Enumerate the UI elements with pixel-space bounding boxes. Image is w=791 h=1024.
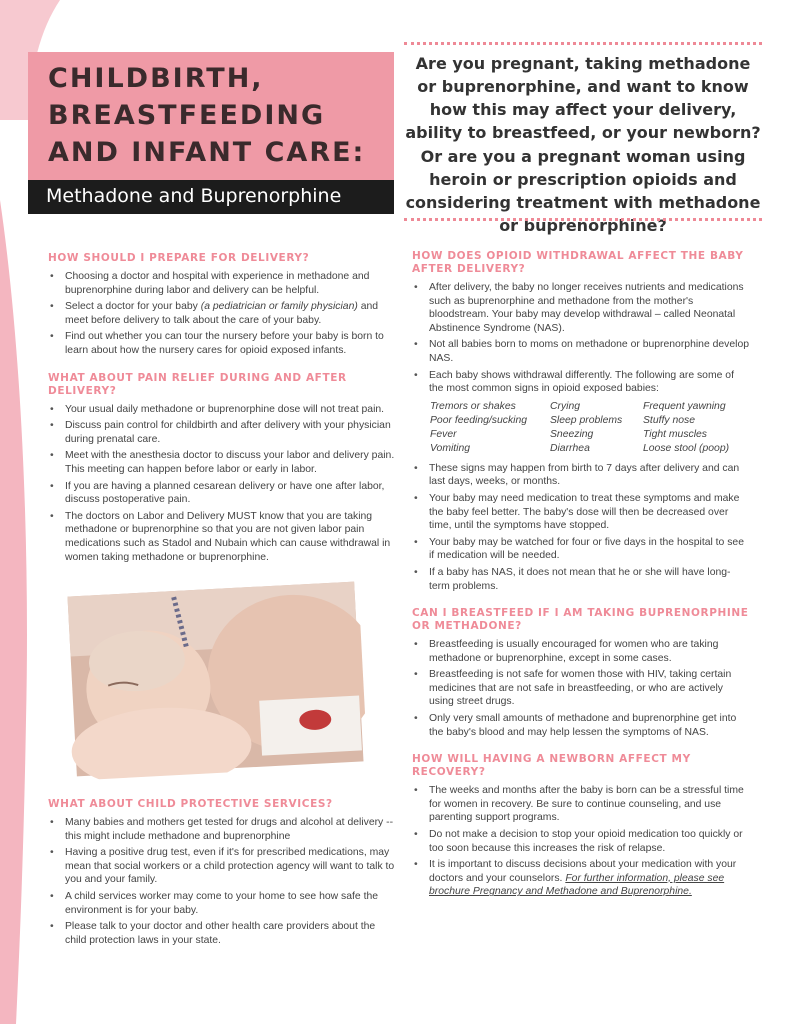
title-line-1: CHILDBIRTH, xyxy=(48,63,264,94)
list-item: • Breastfeeding is usually encouraged for women who are taking methadone or buprenorphine, except in some cases. xyxy=(412,638,750,665)
list-item: • A child services worker may come to your home to see how safe the environment is for your baby. xyxy=(48,890,396,917)
section-heading-breastfeed: CAN I BREASTFEED IF I AM TAKING BUPRENORPHINE OR METHADONE? xyxy=(412,607,749,633)
list-item: • Please talk to your doctor and other health care providers about the child protection laws in your state. xyxy=(48,920,396,947)
list-item: • Each baby shows withdrawal differently. The following are some of the most common signs in opioid exposed babies: xyxy=(412,369,750,396)
sign-item: Frequent yawning xyxy=(643,400,726,412)
page-subtitle: Methadone and Buprenorphine xyxy=(46,185,342,207)
list-item: • Your baby may need medication to treat these symptoms and make the baby feel better. The baby's dose will then be decreased over time, until the symptoms have stopped. xyxy=(412,492,750,533)
header-question-1: Are you pregnant, taking methadone or buprenorphine, and want to know how this may affect your delivery, ability to breastfeed, or your newborn? xyxy=(405,54,761,142)
list-item: • Not all babies born to moms on methadone or buprenorphine develop NAS. xyxy=(412,338,750,365)
list-item: • These signs may happen from birth to 7 days after delivery and can last days, weeks, or months. xyxy=(412,462,750,489)
list-item: • Select a doctor for your baby (a pediatrician or family physician) and meet before delivery to talk about the care of your baby. xyxy=(48,300,396,327)
list-item: • The weeks and months after the baby is born can be a stressful time for women in recovery. Be sure to continue counseling, and use parenting support programs. xyxy=(412,784,750,825)
further-information-link[interactable]: For further information, please see brochure Pregnancy and Methadone and Buprenorphine. xyxy=(429,872,725,898)
list-item: • Your baby may be watched for four or five days in the hospital to see if medication will be needed. xyxy=(412,536,750,563)
withdrawal-list-continued xyxy=(412,462,750,593)
sign-item: Poor feeding/sucking xyxy=(430,414,528,426)
list-item: • Having a positive drug test, even if it's for prescribed medications, may mean that social workers or a child protection agency will want to talk to you and your family. xyxy=(48,846,396,887)
sign-item: Crying xyxy=(550,400,581,412)
sign-item: Fever xyxy=(430,428,457,440)
list-item: • Find out whether you can tour the nursery before your baby is born to learn about how the nursery cares for opioid exposed infants. xyxy=(48,330,396,357)
decorative-curve-left xyxy=(0,200,40,1024)
title-line-2: BREASTFEEDING xyxy=(48,100,326,131)
prepare-list xyxy=(48,270,396,358)
sign-item: Sleep problems xyxy=(550,414,623,426)
list-item: • Meet with the anesthesia doctor to discuss your labor and delivery pain. This meeting can happen before labor or early in labor. xyxy=(48,449,396,476)
list-item: • Your usual daily methadone or buprenorphine dose will not treat pain. xyxy=(48,403,396,417)
list-item: • After delivery, the baby no longer receives nutrients and medications such as buprenorphine and methadone from the mother's bloodstream. Your baby may develop withdrawal – called Neonatal Abstinence Syndrome (NAS). xyxy=(412,281,750,335)
list-item: • The doctors on Labor and Delivery MUST know that you are taking methadone or buprenorphine so that you are not given labor pain medications such as Stadol and Nubain which can cause withdrawal in women taking methadone or buprenorphine. xyxy=(48,510,396,564)
right-column xyxy=(412,240,750,902)
breastfeed-list xyxy=(412,638,750,739)
left-column xyxy=(48,242,396,567)
dotted-divider-top xyxy=(404,42,762,45)
list-item: • It is important to discuss decisions about your medication with your doctors and your counselors. For further information, please see brochure Pregnancy and Methadone and Buprenorphine. xyxy=(412,858,750,899)
section-heading-withdrawal: HOW DOES OPIOID WITHDRAWAL AFFECT THE BABY AFTER DELIVERY? xyxy=(412,250,744,275)
page-title xyxy=(48,60,388,171)
list-item: • Many babies and mothers get tested for drugs and alcohol at delivery -- this might include methadone and buprenorphine xyxy=(48,816,396,843)
list-item: • Do not make a decision to stop your opioid medication too quickly or too soon because this increases the risk of relapse. xyxy=(412,828,750,855)
sign-item: Sneezing xyxy=(550,428,594,440)
section-heading-cps: WHAT ABOUT CHILD PROTECTIVE SERVICES? xyxy=(48,798,333,810)
dotted-divider-bottom xyxy=(404,218,762,221)
withdrawal-list xyxy=(412,281,750,396)
sign-item: Vomiting xyxy=(430,442,471,454)
breastfeeding-photo xyxy=(63,577,367,780)
section-heading-prepare: HOW SHOULD I PREPARE FOR DELIVERY? xyxy=(48,252,310,264)
section-heading-recovery: HOW WILL HAVING A NEWBORN AFFECT MY RECOVERY? xyxy=(412,753,691,779)
list-item: • If a baby has NAS, it does not mean that he or she will have long-term problems. xyxy=(412,566,750,593)
cps-list xyxy=(48,816,396,947)
list-item: • If you are having a planned cesarean delivery or have one after labor, discuss postoperative pain. xyxy=(48,480,396,507)
list-item: • Discuss pain control for childbirth and after delivery with your physician during prenatal care. xyxy=(48,419,396,446)
list-item: • Choosing a doctor and hospital with experience in methadone and buprenorphine during labor and delivery can be helpful. xyxy=(48,270,396,297)
withdrawal-signs-table xyxy=(430,400,750,456)
title-line-3: AND INFANT CARE: xyxy=(48,137,366,168)
pain-relief-list xyxy=(48,403,396,565)
recovery-list xyxy=(412,784,750,899)
sign-item: Tight muscles xyxy=(643,428,708,440)
sign-item: Diarrhea xyxy=(550,442,590,454)
section-heading-pain-relief: WHAT ABOUT PAIN RELIEF DURING AND AFTER DELIVERY? xyxy=(48,371,347,397)
sign-item: Loose stool (poop) xyxy=(643,442,730,454)
list-item: • Breastfeeding is not safe for women those with HIV, taking certain medicines that are not safe in breastfeeding, or who are actively using street drugs. xyxy=(412,668,750,709)
sign-item: Tremors or shakes xyxy=(430,400,516,412)
sign-item: Stuffy nose xyxy=(643,414,695,426)
left-column-lower xyxy=(48,788,396,950)
list-item: • Only very small amounts of methadone and buprenorphine get into the baby's blood and may help lessen the symptoms of NAS. xyxy=(412,712,750,739)
header-question-2: Or are you a pregnant woman using heroin or prescription opioids and considering treatment with methadone or buprenorphine? xyxy=(405,147,761,235)
